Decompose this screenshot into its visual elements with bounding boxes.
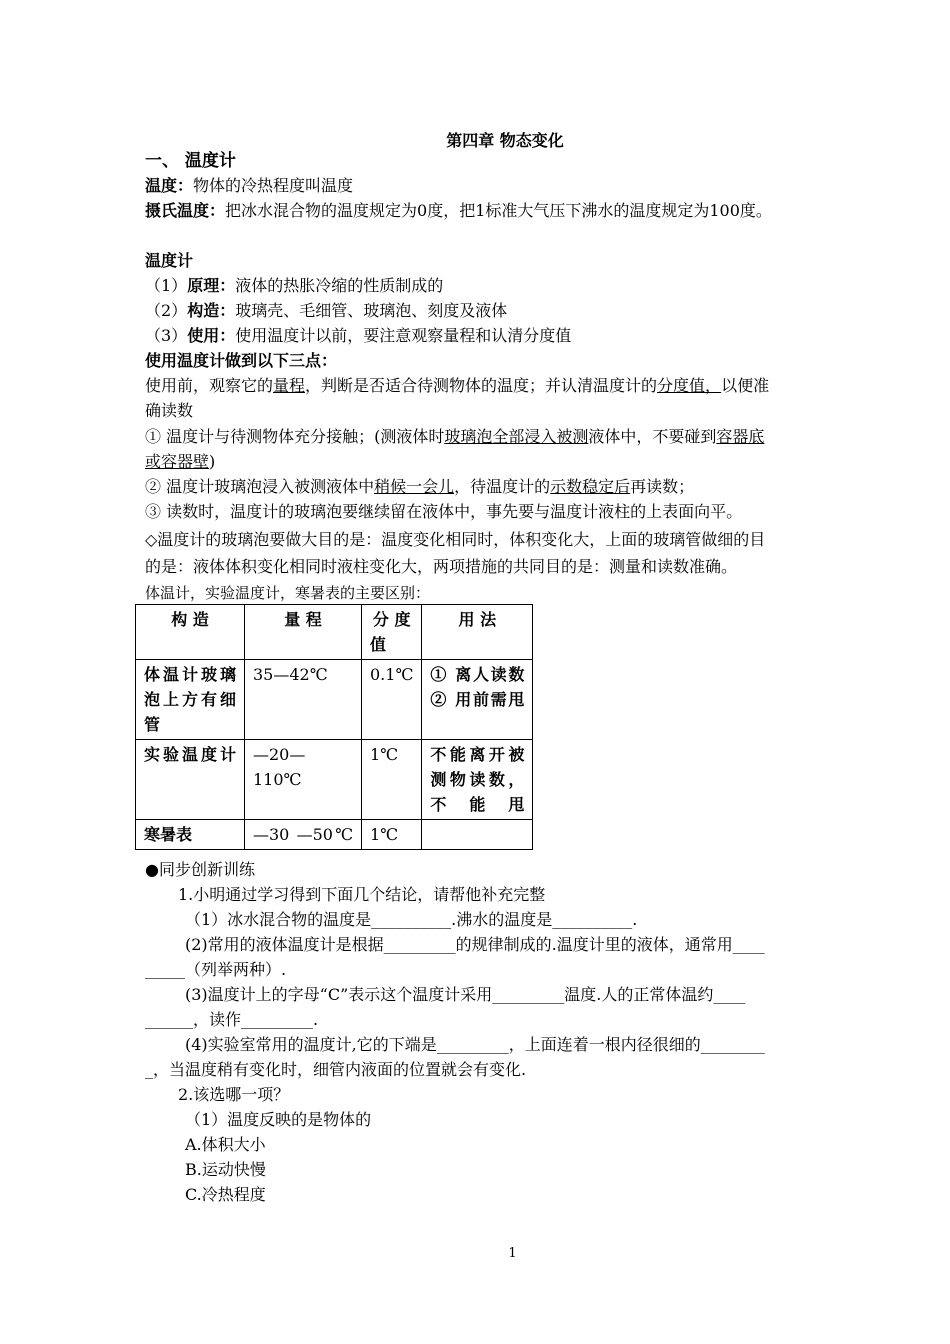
table-header-row (136, 605, 533, 660)
item-text: 液体的热胀冷缩的性质制成的 (235, 276, 444, 295)
table-cell: 0.1℃ (362, 660, 422, 740)
question-1-2-cont: _____（列举两种）. (145, 960, 287, 979)
item-number: （3） (145, 326, 188, 345)
table-row (136, 660, 533, 740)
question-2: 2.该选哪一项？ (178, 1085, 290, 1104)
table-cell (422, 820, 533, 850)
item-term: 使用： (187, 326, 236, 345)
paragraph-before-use-cont: 确读数 (145, 401, 194, 420)
term: 温度： (145, 176, 194, 195)
text: 使用前，观察它的 (145, 376, 274, 395)
definition-celsius (145, 199, 772, 223)
point-1 (145, 425, 764, 449)
item-term: 原理： (187, 276, 236, 295)
option-c: C.冷热程度 (185, 1185, 266, 1204)
point-3: ③ 读数时，温度计的玻璃泡要继续留在液体中，事先要与温度计液柱的上表面向平。 (145, 502, 743, 521)
table-cell: —20—110℃ (245, 740, 362, 820)
table-header: 用 法 (422, 605, 533, 660)
item-number: （2） (145, 301, 188, 320)
text: ) (209, 452, 216, 471)
table-cell: ① 离人读数② 用前需甩 (422, 660, 533, 740)
definition-temperature (145, 174, 353, 198)
option-b: B.运动快慢 (185, 1160, 266, 1179)
page-number: 1 (508, 1246, 517, 1261)
point-2 (145, 475, 694, 499)
point-1-cont (145, 450, 215, 474)
table-header: 分 度 值 (362, 605, 422, 660)
table-cell: 不能离开被测物读数，不能甩 (422, 740, 533, 820)
underlined-text: 稍候一会儿 (374, 477, 455, 496)
option-a: A.体积大小 (185, 1135, 266, 1154)
text: ，待温度计的 (454, 477, 551, 496)
table-cell: 1℃ (362, 820, 422, 850)
diamond-note-line1: ◇温度计的玻璃泡要做大目的是：温度变化相同时，体积变化大，上面的玻璃管做细的目 (145, 530, 766, 549)
text: ，判断是否适合待测物体的温度；并认清温度计的 (305, 376, 658, 395)
definition-text: 物体的冷热程度叫温度 (193, 176, 354, 195)
table-caption: 体温计，实验温度计，寒暑表的主要区别： (145, 584, 431, 602)
question-1: 1.小明通过学习得到下面几个结论，请帮他补充完整 (178, 885, 546, 904)
text: ② 温度计玻璃泡浸入被测液体中 (145, 477, 375, 496)
thermometer-heading: 温度计 (145, 251, 194, 270)
diamond-note-line2: 的是：液体体积变化相同时液柱变化大，两项措施的共同目的是：测量和读数准确。 (145, 557, 738, 576)
question-1-3: (3)温度计上的字母“C”表示这个温度计采用_________温度.人的正常体温约____ (185, 985, 746, 1004)
underlined-text: 分度值， (657, 376, 722, 395)
item-term: 构造： (187, 301, 236, 320)
text: 液体中，不要碰到 (588, 427, 717, 446)
question-1-2: (2)常用的液体温度计是根据_________的规律制成的.温度计里的液体，通常用____ (185, 935, 765, 954)
three-points-heading: 使用温度计做到以下三点： (145, 351, 338, 370)
text: ① 温度计与待测物体充分接触；(测液体时 (145, 427, 445, 446)
list-item (145, 324, 571, 348)
underlined-text: 容器底 (716, 427, 765, 446)
definition-text: 把冰水混合物的温度规定为0度，把1标准大气压下沸水的温度规定为100度。 (225, 201, 772, 220)
underlined-text: 玻璃泡全部浸入被测 (444, 427, 589, 446)
table-header: 量 程 (245, 605, 362, 660)
underlined-text: 量程 (273, 376, 306, 395)
table-cell: 1℃ (362, 740, 422, 820)
table-header: 构 造 (136, 605, 245, 660)
comparison-table (135, 604, 533, 850)
table-cell: —30 —50℃ (245, 820, 362, 850)
question-1-3-cont: ______，读作_________. (145, 1010, 319, 1029)
table-cell: 寒暑表 (136, 820, 245, 850)
question-2-1: （1）温度反映的是物体的 (185, 1110, 372, 1129)
table-cell: 实验温度计 (136, 740, 245, 820)
item-text: 使用温度计以前，要注意观察量程和认清分度值 (235, 326, 572, 345)
list-item (145, 299, 507, 323)
underlined-text: 或容器壁 (145, 452, 210, 471)
paragraph-before-use (145, 374, 769, 398)
table-row (136, 740, 533, 820)
underlined-text: 示数稳定后 (550, 477, 631, 496)
table-cell: 体温计玻璃泡上方有细管 (136, 660, 245, 740)
section-heading: 一、 温度计 (145, 151, 236, 171)
list-item (145, 274, 443, 298)
text: 以便准 (721, 376, 770, 395)
item-number: （1） (145, 276, 188, 295)
chapter-title: 第四章 物态变化 (446, 131, 564, 150)
term: 摄氏温度： (145, 201, 226, 220)
practice-heading: ●同步创新训练 (145, 860, 255, 879)
question-1-1: （1）冰水混合物的温度是__________.沸水的温度是__________. (185, 910, 638, 929)
table-cell: 35—42℃ (245, 660, 362, 740)
text: 再读数； (630, 477, 695, 496)
question-1-4: (4)实验室常用的温度计,它的下端是_________，上面连着一根内径很细的________ (185, 1035, 765, 1054)
item-text: 玻璃壳、毛细管、玻璃泡、刻度及液体 (235, 301, 508, 320)
question-1-4-cont: _，当温度稍有变化时，细管内液面的位置就会有变化. (145, 1060, 527, 1079)
table-row (136, 820, 533, 850)
